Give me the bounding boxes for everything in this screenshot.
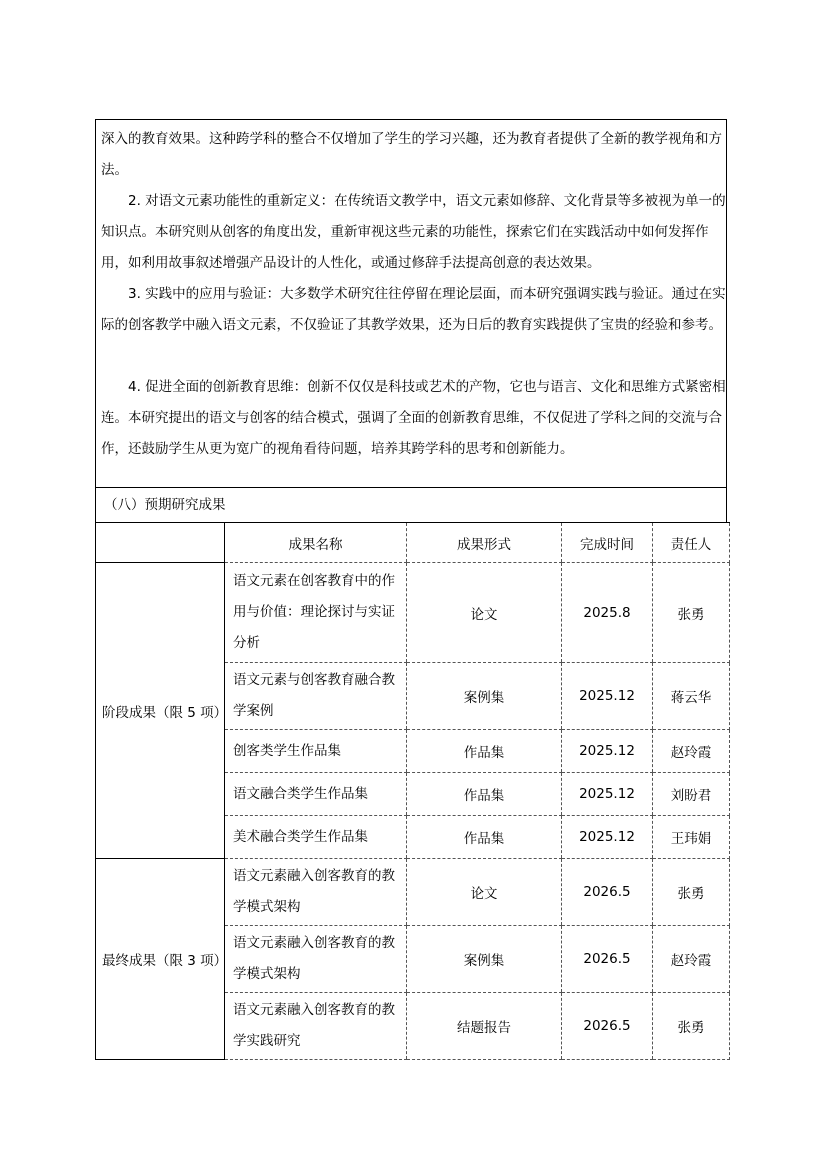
- result-name: 语文元素融入创客教育的教学实践研究: [225, 993, 407, 1060]
- result-owner: 赵玲霞: [653, 730, 730, 773]
- result-form: 论文: [407, 563, 562, 663]
- result-form: 案例集: [407, 663, 562, 730]
- result-time: 2025.12: [562, 773, 653, 816]
- results-table: [95, 522, 730, 1060]
- group-label-stage: 阶段成果（限 5 项）: [96, 563, 225, 859]
- header-owner: 责任人: [653, 523, 730, 563]
- paragraph-4: 4. 促进全面的创新教育思维：创新不仅仅是科技或艺术的产物，它也与语言、文化和思维方式紧密相连。本研究提出的语文与创客的结合模式，强调了全面的创新教育思维，不仅促进了学科之间的交流与合作，还鼓励学生从更为宽广的视角看待问题，培养其跨学科的思考和创新能力。: [101, 379, 726, 457]
- table-row: [96, 859, 730, 926]
- result-form: 论文: [407, 859, 562, 926]
- result-time: 2026.5: [562, 926, 653, 993]
- header-form: 成果形式: [407, 523, 562, 563]
- result-time: 2026.5: [562, 993, 653, 1060]
- result-form: 作品集: [407, 816, 562, 859]
- table-row: [96, 563, 730, 663]
- result-time: 2026.5: [562, 859, 653, 926]
- result-owner: 张勇: [653, 563, 730, 663]
- result-name: 创客类学生作品集: [225, 730, 407, 773]
- result-name: 语文元素融入创客教育的教学模式架构: [225, 926, 407, 993]
- result-time: 2025.8: [562, 563, 653, 663]
- result-owner: 赵玲霞: [653, 926, 730, 993]
- result-time: 2025.12: [562, 730, 653, 773]
- paragraph-3: 3. 实践中的应用与验证：大多数学术研究往往停留在理论层面，而本研究强调实践与验证。通过在实际的创客教学中融入语文元素，不仅验证了其教学效果，还为日后的教育实践提供了宝贵的经验和参考。: [101, 286, 726, 333]
- result-owner: 张勇: [653, 859, 730, 926]
- header-blank-cell: [96, 523, 225, 563]
- result-form: 作品集: [407, 730, 562, 773]
- paragraph-1: 深入的教育效果。这种跨学科的整合不仅增加了学生的学习兴趣，还为教育者提供了全新的教学视角和方法。: [101, 131, 722, 178]
- result-name: 语文元素融入创客教育的教学模式架构: [225, 859, 407, 926]
- section-title: （八）预期研究成果: [95, 487, 727, 522]
- group-label-final: 最终成果（限 3 项）: [96, 859, 225, 1060]
- result-owner: 张勇: [653, 993, 730, 1060]
- result-time: 2025.12: [562, 663, 653, 730]
- result-time: 2025.12: [562, 816, 653, 859]
- result-form: 案例集: [407, 926, 562, 993]
- header-time: 完成时间: [562, 523, 653, 563]
- result-name: 语文元素在创客教育中的作用与价值：理论探讨与实证分析: [225, 563, 407, 663]
- text-section: [95, 119, 727, 487]
- header-name: 成果名称: [225, 523, 407, 563]
- table-header-row: [96, 523, 730, 563]
- result-name: 美术融合类学生作品集: [225, 816, 407, 859]
- result-owner: 王玮娟: [653, 816, 730, 859]
- result-name: 语文元素与创客教育融合教学案例: [225, 663, 407, 730]
- result-name: 语文融合类学生作品集: [225, 773, 407, 816]
- result-form: 作品集: [407, 773, 562, 816]
- result-form: 结题报告: [407, 993, 562, 1060]
- result-owner: 蒋云华: [653, 663, 730, 730]
- result-owner: 刘盼君: [653, 773, 730, 816]
- paragraph-2: 2. 对语文元素功能性的重新定义：在传统语文教学中，语文元素如修辞、文化背景等多被视为单一的知识点。本研究则从创客的角度出发，重新审视这些元素的功能性，探索它们在实践活动中如何发挥作用，如利用故事叙述增强产品设计的人性化，或通过修辞手法提高创意的表达效果。: [101, 193, 726, 271]
